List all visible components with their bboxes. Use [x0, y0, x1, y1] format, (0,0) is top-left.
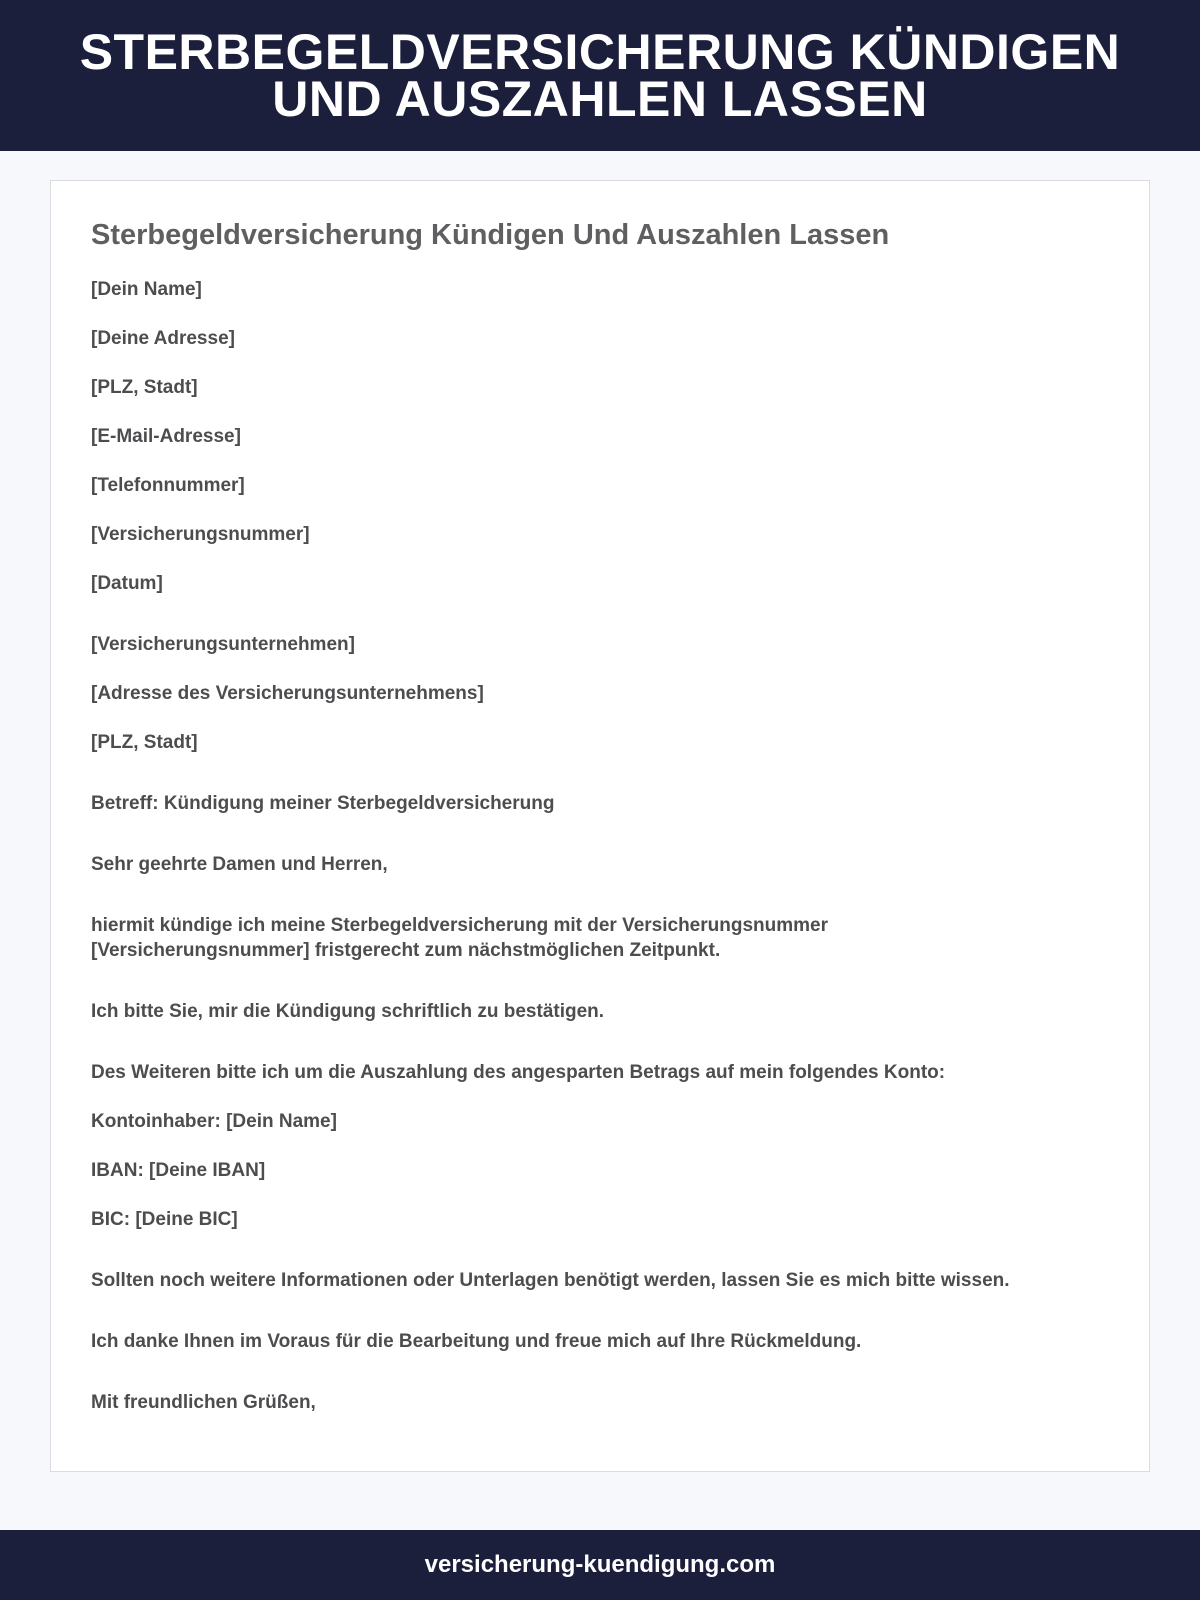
page-title-line-1: STERBEGELDVERSICHERUNG KÜNDIGEN — [79, 23, 1121, 80]
page-title-line-2: UND AUSZAHLEN LASSEN — [272, 70, 928, 127]
footer-site-name: versicherung-kuendigung.com — [424, 1551, 776, 1578]
bank-bic: BIC: [Deine BIC] — [91, 1209, 238, 1230]
sender-phone: [Telefonnummer] — [91, 475, 245, 496]
letter-paragraph-1-line-1: hiermit kündige ich meine Sterbegeldversicherung mit der Versicherungsnummer — [91, 915, 828, 936]
sender-policy-number: [Versicherungsnummer] — [91, 524, 310, 545]
letter-subject: Betreff: Kündigung meiner Sterbegeldversicherung — [91, 793, 555, 814]
page-title — [79, 23, 1121, 127]
bank-iban: IBAN: [Deine IBAN] — [91, 1160, 266, 1181]
sender-email: [E-Mail-Adresse] — [91, 426, 241, 447]
bank-account-holder: Kontoinhaber: [Dein Name] — [91, 1111, 337, 1132]
letter-salutation: Sehr geehrte Damen und Herren, — [91, 854, 388, 875]
letter-paragraph-1 — [91, 913, 1101, 963]
sender-city: [PLZ, Stadt] — [91, 377, 198, 398]
letter-paragraph-3: Des Weiteren bitte ich um die Auszahlung des angesparten Betrags auf mein folgendes Konto: — [91, 1062, 946, 1083]
letter-paragraph-1-line-2: [Versicherungsnummer] fristgerecht zum nächstmöglichen Zeitpunkt. — [91, 940, 721, 961]
letter-paragraph-2: Ich bitte Sie, mir die Kündigung schriftlich zu bestätigen. — [91, 1001, 605, 1022]
letter-title: Sterbegeldversicherung Kündigen Und Auszahlen Lassen — [91, 219, 890, 251]
recipient-address: [Adresse des Versicherungsunternehmens] — [91, 683, 484, 704]
page-footer — [0, 1530, 1200, 1600]
letter-paragraph-4: Sollten noch weitere Informationen oder Unterlagen benötigt werden, lassen Sie es mich bitte wissen. — [91, 1270, 1010, 1291]
letter-card — [50, 180, 1150, 1472]
recipient-company: [Versicherungsunternehmen] — [91, 634, 355, 655]
letter-paragraph-5: Ich danke Ihnen im Voraus für die Bearbeitung und freue mich auf Ihre Rückmeldung. — [91, 1331, 862, 1352]
sender-name: [Dein Name] — [91, 279, 202, 300]
letter-closing: Mit freundlichen Grüßen, — [91, 1392, 316, 1413]
sender-address: [Deine Adresse] — [91, 328, 235, 349]
letter-date: [Datum] — [91, 573, 163, 594]
page-header — [0, 0, 1200, 151]
recipient-city: [PLZ, Stadt] — [91, 732, 198, 753]
